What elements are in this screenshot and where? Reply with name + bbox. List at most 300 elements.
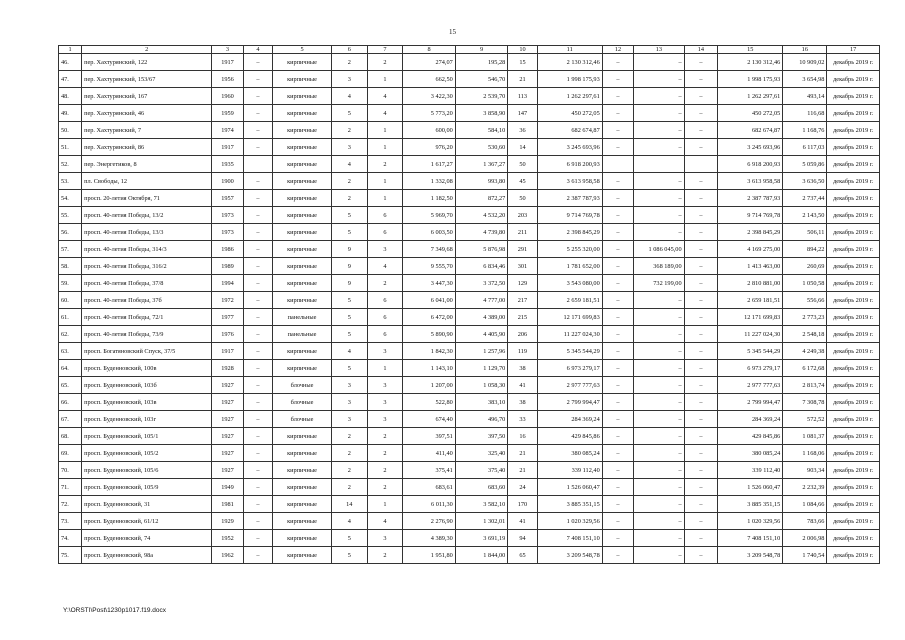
table-cell: просп. 40-летия Победы, 13/3 <box>82 224 212 241</box>
table-cell: – <box>602 462 633 479</box>
table-cell: 1977 <box>212 309 243 326</box>
table-cell: просп. 40-летия Победы, 13/2 <box>82 207 212 224</box>
table-cell: 1927 <box>212 394 243 411</box>
table-cell: просп. 40-летия Победы, 37/8 <box>82 275 212 292</box>
table-cell: 683,61 <box>403 479 455 496</box>
table-cell: просп. Буденновский, 100в <box>82 360 212 377</box>
table-cell: 10 909,02 <box>783 54 827 71</box>
table-cell: кирпичные <box>273 479 332 496</box>
table-cell: – <box>684 71 718 88</box>
table-cell: 2 <box>331 54 367 71</box>
table-cell: – <box>602 71 633 88</box>
table-cell: 3 <box>367 394 403 411</box>
table-cell: 2 799 994,47 <box>718 394 783 411</box>
table-cell: 4 405,90 <box>455 326 507 343</box>
table-cell: 41 <box>508 513 537 530</box>
table-row <box>59 122 880 139</box>
table-cell: кирпичные <box>273 173 332 190</box>
table-cell: кирпичные <box>273 54 332 71</box>
table-cell: – <box>243 258 272 275</box>
table-cell: 291 <box>508 241 537 258</box>
table-cell: 1 020 329,56 <box>718 513 783 530</box>
table-cell: 3 613 958,58 <box>537 173 602 190</box>
table-cell: пер. Хахтурянский, 86 <box>82 139 212 156</box>
table-cell: панельные <box>273 326 332 343</box>
table-cell: 682 674,87 <box>718 122 783 139</box>
table-cell: 4 389,00 <box>455 309 507 326</box>
table-cell: 63. <box>59 343 82 360</box>
table-cell: 4 <box>331 88 367 105</box>
table-cell: 7 308,78 <box>783 394 827 411</box>
table-cell: 732 199,00 <box>634 275 684 292</box>
table-cell: 6 472,00 <box>403 309 455 326</box>
column-number-cell: 8 <box>403 46 455 54</box>
table-cell: 1917 <box>212 139 243 156</box>
table-row <box>59 190 880 207</box>
table-cell <box>602 156 633 173</box>
table-cell: 6 <box>367 292 403 309</box>
table-cell: 3 <box>367 411 403 428</box>
table-cell: 1 <box>367 173 403 190</box>
table-cell: 976,20 <box>403 139 455 156</box>
table-cell: – <box>243 292 272 309</box>
table-cell: 1 168,76 <box>783 122 827 139</box>
table-cell: – <box>634 377 684 394</box>
table-cell: 4 389,30 <box>403 530 455 547</box>
table-row <box>59 275 880 292</box>
table-cell: 1989 <box>212 258 243 275</box>
table-cell: – <box>602 139 633 156</box>
table-cell: 1 262 297,61 <box>537 88 602 105</box>
table-cell: 2 006,98 <box>783 530 827 547</box>
table-cell: 116,68 <box>783 105 827 122</box>
table-cell: 73. <box>59 513 82 530</box>
table-cell: декабрь 2019 г. <box>827 122 880 139</box>
table-cell: 4 <box>367 88 403 105</box>
table-cell: 170 <box>508 496 537 513</box>
table-cell: просп. Буденновский, 31 <box>82 496 212 513</box>
table-cell: 5 <box>331 224 367 241</box>
table-cell: 2 232,39 <box>783 479 827 496</box>
table-cell: 284 369,24 <box>537 411 602 428</box>
table-cell: 1917 <box>212 54 243 71</box>
table-row <box>59 224 880 241</box>
table-cell: 3 691,19 <box>455 530 507 547</box>
table-cell: 1959 <box>212 105 243 122</box>
table-cell: 674,40 <box>403 411 455 428</box>
table-cell: 1949 <box>212 479 243 496</box>
table-cell: 2 799 994,47 <box>537 394 602 411</box>
table-cell: 3 636,50 <box>783 173 827 190</box>
table-cell: – <box>243 139 272 156</box>
table-cell: 7 408 151,10 <box>718 530 783 547</box>
table-cell: просп. 40-летия Победы, 73/9 <box>82 326 212 343</box>
table-cell: 1 129,70 <box>455 360 507 377</box>
table-cell: 50 <box>508 190 537 207</box>
page-number: 15 <box>449 28 456 36</box>
table-cell: 1928 <box>212 360 243 377</box>
table-cell: 3 858,90 <box>455 105 507 122</box>
table-cell: декабрь 2019 г. <box>827 411 880 428</box>
table-cell: 3 <box>331 139 367 156</box>
table-cell: 1917 <box>212 343 243 360</box>
table-cell: 6 <box>367 224 403 241</box>
table-cell <box>684 156 718 173</box>
table-cell: – <box>684 479 718 496</box>
table-cell: 2 977 777,63 <box>537 377 602 394</box>
table-cell: 52. <box>59 156 82 173</box>
table-cell: 3 447,30 <box>403 275 455 292</box>
table-cell: 2 977 777,63 <box>718 377 783 394</box>
table-row <box>59 309 880 326</box>
table-cell: 203 <box>508 207 537 224</box>
table-cell: – <box>634 479 684 496</box>
table-cell: 94 <box>508 530 537 547</box>
table-cell: 1 020 329,56 <box>537 513 602 530</box>
table-cell: – <box>634 309 684 326</box>
table-cell: кирпичные <box>273 156 332 173</box>
table-cell: 7 349,68 <box>403 241 455 258</box>
table-cell: кирпичные <box>273 190 332 207</box>
table-cell: 1 998 175,93 <box>718 71 783 88</box>
table-cell: просп. Буденновский, 98а <box>82 547 212 564</box>
table-cell: – <box>243 462 272 479</box>
table-cell: 9 <box>331 258 367 275</box>
table-cell: 4 <box>367 258 403 275</box>
table-cell: 3 245 693,96 <box>537 139 602 156</box>
table-row <box>59 428 880 445</box>
table-cell: 36 <box>508 122 537 139</box>
table-cell: 6 918 200,93 <box>537 156 602 173</box>
table-cell: 21 <box>508 71 537 88</box>
table-cell: 1927 <box>212 462 243 479</box>
table-cell: – <box>602 377 633 394</box>
column-number-row <box>59 46 880 54</box>
table-cell: просп. Богатяновский Спуск, 37/5 <box>82 343 212 360</box>
table-cell: – <box>602 343 633 360</box>
table-cell: – <box>684 343 718 360</box>
table-cell: – <box>634 530 684 547</box>
table-cell: кирпичные <box>273 105 332 122</box>
table-cell: кирпичные <box>273 292 332 309</box>
table-cell: 5 255 320,00 <box>537 241 602 258</box>
table-cell: 1994 <box>212 275 243 292</box>
table-cell: 3 <box>367 530 403 547</box>
table-cell: 1 058,30 <box>455 377 507 394</box>
table-row <box>59 326 880 343</box>
table-cell: 67. <box>59 411 82 428</box>
table-cell: кирпичные <box>273 224 332 241</box>
table-cell: 4 <box>331 343 367 360</box>
table-cell: 6 973 279,17 <box>718 360 783 377</box>
table-cell: 4 <box>331 156 367 173</box>
table-cell: 5 059,86 <box>783 156 827 173</box>
table-cell: декабрь 2019 г. <box>827 547 880 564</box>
table-cell: – <box>634 54 684 71</box>
table-cell: 3 885 351,15 <box>537 496 602 513</box>
table-cell: 147 <box>508 105 537 122</box>
table-cell: 493,14 <box>783 88 827 105</box>
table-cell: 74. <box>59 530 82 547</box>
table-cell: 1 086 045,00 <box>634 241 684 258</box>
table-cell: – <box>684 513 718 530</box>
table-cell: – <box>602 411 633 428</box>
table-cell: 1 413 463,00 <box>718 258 783 275</box>
table-cell: – <box>684 462 718 479</box>
table-row <box>59 377 880 394</box>
table-cell: 2 130 312,46 <box>718 54 783 71</box>
table-cell: 61. <box>59 309 82 326</box>
table-cell: 2 <box>331 428 367 445</box>
table-cell: кирпичные <box>273 530 332 547</box>
table-cell: 1900 <box>212 173 243 190</box>
table-row <box>59 479 880 496</box>
table-cell: 1927 <box>212 428 243 445</box>
table-cell: декабрь 2019 г. <box>827 139 880 156</box>
table-cell: – <box>602 360 633 377</box>
table-cell: 397,51 <box>403 428 455 445</box>
table-cell: 2 <box>367 275 403 292</box>
table-cell: 496,70 <box>455 411 507 428</box>
table-cell: – <box>684 445 718 462</box>
table-cell: 600,00 <box>403 122 455 139</box>
table-cell: 215 <box>508 309 537 326</box>
table-cell: – <box>602 207 633 224</box>
table-cell: – <box>602 54 633 71</box>
table-cell: – <box>602 309 633 326</box>
table-cell: – <box>684 377 718 394</box>
table-cell: 1 182,50 <box>403 190 455 207</box>
table-cell: 6 834,46 <box>455 258 507 275</box>
table-cell: 2 737,44 <box>783 190 827 207</box>
table-cell: 411,40 <box>403 445 455 462</box>
table-cell: – <box>634 411 684 428</box>
table-cell: – <box>602 326 633 343</box>
table-cell: 69. <box>59 445 82 462</box>
table-cell: – <box>634 462 684 479</box>
table-cell: 6 011,30 <box>403 496 455 513</box>
table-cell: – <box>634 547 684 564</box>
table-cell: 2 659 181,51 <box>718 292 783 309</box>
table-cell: 2 813,74 <box>783 377 827 394</box>
table-cell: декабрь 2019 г. <box>827 462 880 479</box>
table-cell: 15 <box>508 54 537 71</box>
table-cell: 5 <box>331 326 367 343</box>
table-cell: 2 <box>367 462 403 479</box>
table-cell: пер. Хахтурянский, 7 <box>82 122 212 139</box>
table-cell: 5 345 544,29 <box>718 343 783 360</box>
table-cell: 2 <box>331 479 367 496</box>
table-cell: 6 <box>367 207 403 224</box>
table-cell: 6 041,00 <box>403 292 455 309</box>
table-cell: 6 918 200,93 <box>718 156 783 173</box>
table-cell: просп. Буденновский, 61/12 <box>82 513 212 530</box>
table-cell: 1 617,27 <box>403 156 455 173</box>
table-cell: 1 262 297,61 <box>718 88 783 105</box>
table-cell: панельные <box>273 309 332 326</box>
table-cell: 1 844,00 <box>455 547 507 564</box>
table-cell: 5 <box>331 309 367 326</box>
column-number-cell: 11 <box>537 46 602 54</box>
table-cell: – <box>634 428 684 445</box>
table-cell: 546,70 <box>455 71 507 88</box>
table-cell: 2 659 181,51 <box>537 292 602 309</box>
table-row <box>59 394 880 411</box>
table-cell: – <box>684 173 718 190</box>
table-cell: 5 876,98 <box>455 241 507 258</box>
table-cell: – <box>243 190 272 207</box>
table-cell: просп. 40-летия Победы, 314/3 <box>82 241 212 258</box>
table-cell: 2 <box>367 479 403 496</box>
table-cell: 119 <box>508 343 537 360</box>
table-cell: 4 <box>367 105 403 122</box>
table-cell: 450 272,05 <box>718 105 783 122</box>
table-cell: 3 <box>331 394 367 411</box>
table-cell: 211 <box>508 224 537 241</box>
table-cell: – <box>243 445 272 462</box>
table-cell: 903,34 <box>783 462 827 479</box>
table-cell: 1976 <box>212 326 243 343</box>
table-cell: кирпичные <box>273 547 332 564</box>
table-cell: – <box>602 190 633 207</box>
table-cell: 1 951,80 <box>403 547 455 564</box>
table-cell: – <box>243 326 272 343</box>
table-cell: – <box>684 547 718 564</box>
table-cell: – <box>634 360 684 377</box>
table-cell: кирпичные <box>273 207 332 224</box>
table-row <box>59 258 880 275</box>
table-cell: просп. Буденновский, 103б <box>82 377 212 394</box>
table-row <box>59 156 880 173</box>
table-cell: – <box>634 122 684 139</box>
table-cell: кирпичные <box>273 360 332 377</box>
table-cell: 2 <box>367 156 403 173</box>
table-cell: 56. <box>59 224 82 241</box>
table-cell: 9 714 769,78 <box>537 207 602 224</box>
column-number-cell: 3 <box>212 46 243 54</box>
table-cell: 50. <box>59 122 82 139</box>
table-cell: декабрь 2019 г. <box>827 326 880 343</box>
table-cell: – <box>243 224 272 241</box>
table-cell: 2 <box>367 445 403 462</box>
table-cell: просп. Буденновский, 105/6 <box>82 462 212 479</box>
table-cell: 1 <box>367 71 403 88</box>
table-cell: 14 <box>331 496 367 513</box>
table-cell: 1981 <box>212 496 243 513</box>
table-cell: 57. <box>59 241 82 258</box>
table-cell: – <box>684 530 718 547</box>
table-cell: 1952 <box>212 530 243 547</box>
column-number-cell: 12 <box>602 46 633 54</box>
table-cell: – <box>684 275 718 292</box>
table-cell: 1 207,00 <box>403 377 455 394</box>
table-cell: 46. <box>59 54 82 71</box>
table-cell: 64. <box>59 360 82 377</box>
table-cell: – <box>243 54 272 71</box>
table-row <box>59 241 880 258</box>
table-cell: декабрь 2019 г. <box>827 309 880 326</box>
table-cell: 5 <box>331 547 367 564</box>
table-cell: 506,11 <box>783 224 827 241</box>
table-cell: 1 050,58 <box>783 275 827 292</box>
column-number-cell: 5 <box>273 46 332 54</box>
table-cell: – <box>602 479 633 496</box>
table-cell: 383,10 <box>455 394 507 411</box>
table-cell: 1929 <box>212 513 243 530</box>
table-cell: декабрь 2019 г. <box>827 479 880 496</box>
table-cell: – <box>602 530 633 547</box>
table-cell: 66. <box>59 394 82 411</box>
table-cell: – <box>684 258 718 275</box>
table-cell: кирпичные <box>273 343 332 360</box>
table-cell: – <box>243 411 272 428</box>
table-cell: 4 <box>367 513 403 530</box>
table-cell: декабрь 2019 г. <box>827 71 880 88</box>
table-row <box>59 54 880 71</box>
table-cell: декабрь 2019 г. <box>827 292 880 309</box>
table-cell: 4 249,38 <box>783 343 827 360</box>
table-cell: 3 <box>367 377 403 394</box>
table-row <box>59 173 880 190</box>
table-cell: декабрь 2019 г. <box>827 190 880 207</box>
table-cell: – <box>634 190 684 207</box>
table-cell: 72. <box>59 496 82 513</box>
table-cell: 129 <box>508 275 537 292</box>
table-cell: 1960 <box>212 88 243 105</box>
table-cell: 1 <box>367 139 403 156</box>
table-cell: 1 143,10 <box>403 360 455 377</box>
table-cell: – <box>243 530 272 547</box>
table-cell: – <box>684 428 718 445</box>
table-cell: декабрь 2019 г. <box>827 496 880 513</box>
table-cell: 6 117,03 <box>783 139 827 156</box>
table-cell: 4 739,80 <box>455 224 507 241</box>
table-cell: 68. <box>59 428 82 445</box>
table-cell: 3 <box>331 71 367 88</box>
table-cell: 530,60 <box>455 139 507 156</box>
table-cell: 3 613 958,58 <box>718 173 783 190</box>
table-cell: – <box>684 105 718 122</box>
table-cell <box>243 156 272 173</box>
table-cell: 75. <box>59 547 82 564</box>
table-cell: 3 372,50 <box>455 275 507 292</box>
table-cell: 572,52 <box>783 411 827 428</box>
table-cell: – <box>684 411 718 428</box>
table-cell: 1 <box>367 496 403 513</box>
table-cell: кирпичные <box>273 275 332 292</box>
table-cell: 65. <box>59 377 82 394</box>
table-cell: 274,07 <box>403 54 455 71</box>
table-cell: 38 <box>508 394 537 411</box>
table-cell: 2 539,70 <box>455 88 507 105</box>
table-cell: – <box>602 496 633 513</box>
table-cell: 1962 <box>212 547 243 564</box>
table-cell: 4 777,00 <box>455 292 507 309</box>
table-cell: – <box>243 496 272 513</box>
table-cell: 1 <box>367 360 403 377</box>
table-cell: 3 209 548,78 <box>718 547 783 564</box>
table-cell: пер. Хахтурянский, 122 <box>82 54 212 71</box>
table-cell: – <box>684 241 718 258</box>
table-cell: – <box>634 394 684 411</box>
table-cell: декабрь 2019 г. <box>827 377 880 394</box>
table-cell: кирпичные <box>273 258 332 275</box>
table-cell: – <box>243 479 272 496</box>
table-cell: – <box>602 394 633 411</box>
table-cell: 9 <box>331 275 367 292</box>
table-cell: 5 345 544,29 <box>537 343 602 360</box>
table-cell: 1 781 652,00 <box>537 258 602 275</box>
